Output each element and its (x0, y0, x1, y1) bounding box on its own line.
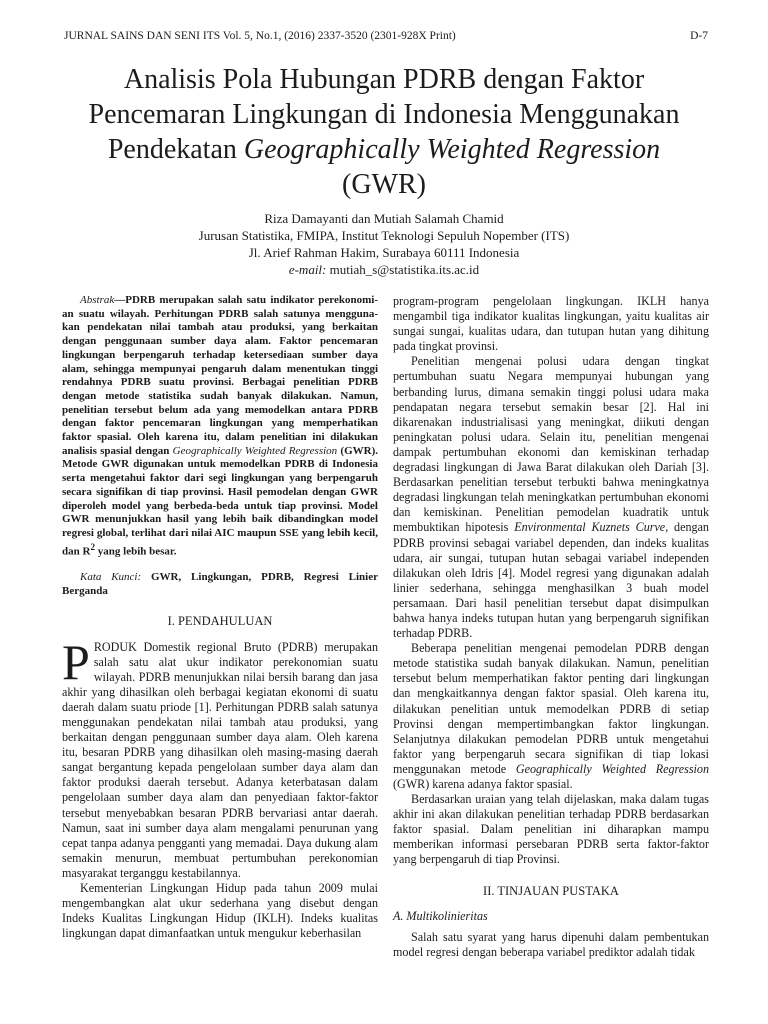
right-column (393, 294, 709, 960)
intro-p1-text: RODUK Domestik regional Bruto (PDRB) merupakan salah satu alat ukur indikator perekonomian suatu wilayah. PDRB menunjukkan nilai bersih barang dan jasa akhir yang dihasilkan oleh berbagai kegiatan ekonomi di suatu daerah dalam suatu priode [1]. Perhitungan PDRB salah satunya menggunakan pendekatan nilai tambah atau produksi, yang berkaitan dengan penggunaan sumber daya alam. Oleh karena itu, besaran PDRB yang dihasilkan oleh masing-masing daerah sangat bergantung kepada pengelolaan sumber daya alam dan faktor produksi daerah tersebut. Adanya keterbatasan dalam pengelolaan sumber daya alam dan penyediaan faktor-faktor tersebut menyebabkan besaran PDRB bervariasi antar daerah. Namun, saat ini sumber daya alam mengalami penurunan yang cepat tanpa adanya pengganti yang memadai. Daya dukung alam semakin menurun, membuat pertumbuhan perekonomian masyarakat terganggu kestabilannya. (62, 639, 378, 880)
intro-paragraph-1 (62, 633, 378, 882)
section-heading-tinjauan: II. TINJAUAN PUSTAKA (483, 883, 619, 898)
intro-p5-rest: (GWR) karena adanya faktor spasial. (393, 777, 573, 791)
tinjauan-paragraph-1: Salah satu syarat yang harus dipenuhi dalam pembentukan model regresi dengan beberapa variabel prediktor adalah tidak (393, 929, 709, 959)
paper-title (60, 62, 708, 202)
abstract-text-c: yang lebih besar. (95, 545, 177, 558)
abstract-label: Abstrak (80, 294, 115, 306)
subsection-heading-multikolinieritas: A. Multikolinieritas (393, 908, 488, 923)
email-label: e-mail: (288, 262, 327, 277)
intro-paragraph-2: Kementerian Lingkungan Hidup pada tahun 2009 mulai mengembangkan alat ukur sederhana yang disebut dengan Indeks Kualitas Lingkungan Hidup (IKLH). Indeks kualitas lingkungan dapat dimanfaatkan untuk mengukur keberhasilan (62, 881, 378, 941)
keywords (62, 571, 378, 598)
journal-citation: JURNAL SAINS DAN SENI ITS Vol. 5, No.1, (2016) 2337-3520 (2301-928X Print) (64, 30, 456, 42)
intro-p5-text: Beberapa penelitian mengenai pemodelan PDRB dengan metode statistika sudah banyak dilakukan. Namun, penelitian tersebut belum memperhatikan faktor penting dari lingkungan dan mengkaitkannya dengan faktor spasial. Oleh karena itu, dilakukan penelitian untuk memodelkan PDRB di setiap Provinsi dengan mempertimbangkan faktor lingkungan. Selanjutnya dilakukan pemodelan PDRB untuk mengetahui faktor yang berpengaruh secara signifikan di tiap lokasi menggunakan metode (393, 641, 709, 776)
left-column (62, 294, 378, 941)
intro-paragraph-4 (393, 354, 709, 641)
intro-p4-italic: Environmental Kuznets Curve (514, 520, 666, 535)
author-block (60, 210, 708, 278)
intro-p5-italic: Geographically Weighted Regression (515, 761, 710, 776)
title-line-3-italic: Geographically Weighted Regression (243, 134, 661, 165)
intro-p4-rest: , dengan PDRB provinsi sebagai variabel dependen, dan indeks kualitas udara, air sungai, tutupan hutan sebagai variabel independen dilakukan oleh Idris [4]. Model regresi yang digunakan adalah linier sederhana, sehingga menghasilkan 3 buah model persamaan. Dari hasil penelitian tersebut dapat disimpulkan bahwa hanya indeks tutupan hutan yang berpengaruh signifikan terhadap PDRB. (393, 520, 709, 641)
author-affiliation: Jurusan Statistika, FMIPA, Institut Teknologi Sepuluh Nopember (ITS) (198, 228, 570, 243)
keywords-label: Kata Kunci: (80, 571, 142, 584)
page-number: D-7 (690, 30, 708, 42)
author-names: Riza Damayanti dan Mutiah Salamah Chamid (264, 211, 504, 226)
intro-paragraph-5 (393, 641, 709, 792)
author-email[interactable]: mutiah_s@statistika.its.ac.id (329, 262, 480, 277)
abstract-gwr-italic: Geographically Weighted Regression (172, 444, 338, 457)
abstract-superscript: 2 (90, 541, 96, 552)
abstract-text-b: (GWR). Metode GWR digunakan untuk memodelkan PDRB di Indonesia serta mengetahui faktor dari segi lingkungan yang berpengaruh secara signifikan di tiap provinsi. Hasil pemodelan dengan GWR diperoleh model yang berbeda-beda untuk tiap provinsi. Model GWR menunjukkan hasil yang lebih baik dibandingkan model regresi global, terlihat dari nilai AIC maupun SSE yang lebih kecil, dan R (62, 444, 378, 558)
abstract (62, 294, 378, 559)
author-email-line (60, 261, 708, 278)
abstract-text-a: —PDRB merupakan salah satu indikator perekonomi-an suatu wilayah. Perhitungan PDRB salah satunya mengguna-kan pendekatan nilai tambah atau produksi, yang berkaitan dengan penggunaan sumber daya alam. Faktor pencemaran lingkungan berpengaruh terhadap ketersediaan sumber daya alam, sehingga mempunyai pengaruh dalam menentukan tinggi rendahnya PDRB suatu provinsi. Berbagai penelitian PDRB dengan metode statistika sudah banyak dilakukan. Namun, penelitian tersebut belum ada yang memodelkan antara PDRB dengan faktor pencemaran lingkungan yang memperhatikan faktor spasial. Oleh karena itu, dalam penelitian ini dilakukan analisis spasial dengan (62, 294, 378, 457)
title-line-4: (GWR) (342, 169, 426, 200)
intro-p4-text: Penelitian mengenai polusi udara dengan tingkat pertumbuhan suatu Negara mempunyai hubungan yang berbanding lurus, dimana semakin tinggi polusi udara maka pendapatan negara tersebut semakin besar [2]. Hal ini dikarenakan industrialisasi yang meningkat, diikuti dengan peningkatan polusi udara. Selain itu, penelitian mengenai dampak pertumbuhan ekonomi dan kemiskinan terhadap degradasi lingkungan di Jawa Barat dilakukan oleh Dariah [3]. Berdasarkan penelitian tersebut terbukti bahwa meningkatnya degradasi lingkungan telah meningkatkan pertumbuhan ekonomi dan kemiskinan. Penelitian pemodelan kuadratik untuk membuktikan hipotesis (393, 354, 709, 535)
running-header (64, 30, 708, 46)
drop-cap: P (62, 633, 90, 690)
keywords-text: GWR, Lingkungan, PDRB, Regresi Linier Berganda (62, 571, 378, 597)
intro-paragraph-3: program-program pengelolaan lingkungan. IKLH hanya mengambil tiga indikator kualitas lingkungan, yaitu kualitas air sungai sungai, kualitas udara, dan tutupan hutan yang dihitung pada tingkat provinsi. (393, 294, 709, 354)
title-line-3-prefix: Pendekatan (107, 134, 244, 165)
section-heading-pendahuluan: I. PENDAHULUAN (167, 614, 273, 629)
intro-paragraph-6: Berdasarkan uraian yang telah dijelaskan, maka dalam tugas akhir ini akan dilakukan penelitian terhadap PDRB berdasarkan faktor spasial. Dalam penelitian ini diharapkan mampu memberikan informasi persebaran PDRB serta faktor-faktor yang berpengaruh di tiap Provinsi. (393, 792, 709, 867)
author-address: Jl. Arief Rahman Hakim, Surabaya 60111 Indonesia (248, 245, 520, 260)
title-line-1: Analisis Pola Hubungan PDRB dengan Faktor (123, 64, 645, 95)
title-line-2: Pencemaran Lingkungan di Indonesia Menggunakan (88, 99, 680, 130)
